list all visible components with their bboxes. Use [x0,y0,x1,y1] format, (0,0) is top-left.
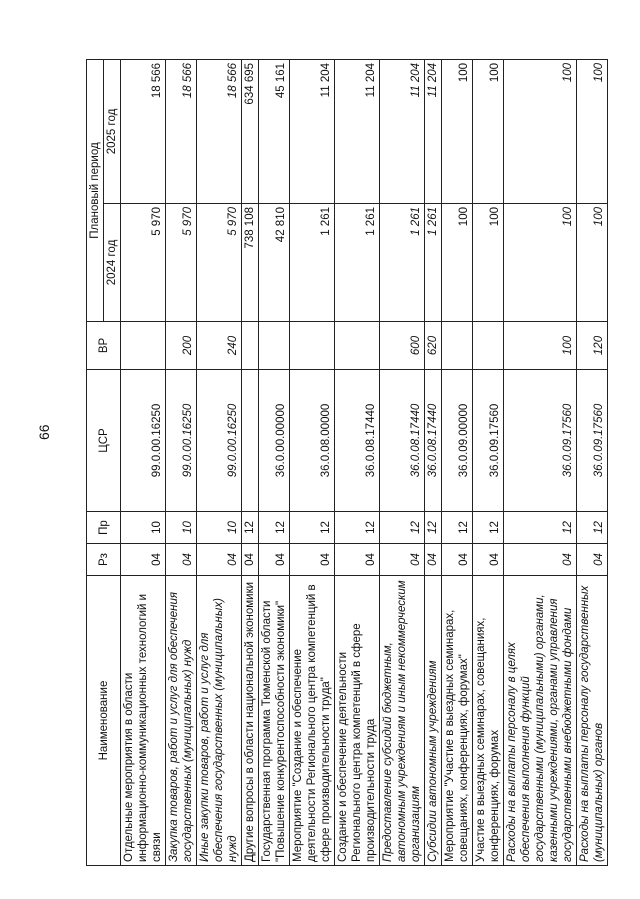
cell-rz: 04 [166,544,197,576]
cell-name: Другие вопросы в области национальной экономики [242,576,259,866]
cell-rz: 04 [504,544,577,576]
cell-2024: 1 261 [290,204,335,322]
cell-csr: 36.0.09.17560 [473,370,504,512]
cell-csr: 36.0.09.00000 [442,370,473,512]
cell-name: Иные закупки товаров, работ и услуг для обеспечения государственных (муниципальных) нужд [197,576,242,866]
table-row [166,59,197,865]
cell-pr: 12 [380,512,425,544]
page-number: 66 [36,424,52,440]
rotated-budget-table-container [86,60,605,866]
cell-vr [442,322,473,370]
cell-rz: 04 [442,544,473,576]
cell-pr: 12 [473,512,504,544]
cell-2024: 738 108 [242,204,259,322]
header-name: Наименование [87,576,121,866]
cell-2024: 100 [504,204,577,322]
cell-rz: 04 [259,544,290,576]
cell-csr: 99.0.00.16250 [166,370,197,512]
cell-name: Закупка товаров, работ и услуг для обеспечения государственных (муниципальных) нужд [166,576,197,866]
cell-vr [259,322,290,370]
header-year-2024: 2024 год [104,204,121,322]
cell-name: Субсидии автономным учреждениям [425,576,442,866]
cell-rz: 04 [290,544,335,576]
cell-2024: 100 [442,204,473,322]
cell-rz: 04 [242,544,259,576]
cell-rz: 04 [473,544,504,576]
cell-2025: 18 566 [121,59,166,203]
cell-vr: 100 [504,322,577,370]
header-csr: ЦСР [87,370,121,512]
cell-name: Мероприятие "Создание и обеспечение деятельности Регионального центра компетенций в сфере производительности труда" [290,576,335,866]
cell-rz: 04 [335,544,380,576]
cell-2024: 1 261 [380,204,425,322]
cell-csr: 36.0.08.00000 [290,370,335,512]
cell-pr: 12 [425,512,442,544]
table-row [577,59,608,865]
cell-vr [290,322,335,370]
table-row [259,59,290,865]
cell-rz: 04 [197,544,242,576]
cell-2025: 100 [504,59,577,203]
table-row [290,59,335,865]
cell-name: Государственная программа Тюменской области "Повышение конкурентоспособности экономики" [259,576,290,866]
cell-2025: 634 695 [242,59,259,203]
cell-rz: 04 [577,544,608,576]
table-row [335,59,380,865]
cell-pr: 12 [290,512,335,544]
cell-2024: 1 261 [425,204,442,322]
cell-pr: 12 [259,512,290,544]
cell-csr: 36.0.08.17440 [380,370,425,512]
cell-name: Отдельные мероприятия в области информационно-коммуникационных технологий и связи [121,576,166,866]
cell-pr: 12 [577,512,608,544]
cell-2024: 42 810 [259,204,290,322]
table-row [473,59,504,865]
table-row [242,59,259,865]
cell-2025: 45 161 [259,59,290,203]
table-row [425,59,442,865]
cell-csr: 36.0.08.17440 [335,370,380,512]
cell-2025: 11 204 [380,59,425,203]
table-row [442,59,473,865]
cell-2024: 100 [473,204,504,322]
cell-2024: 100 [577,204,608,322]
cell-2024: 1 261 [335,204,380,322]
cell-csr: 36.0.00.00000 [259,370,290,512]
cell-2025: 18 566 [197,59,242,203]
cell-pr: 12 [504,512,577,544]
cell-2025: 100 [442,59,473,203]
header-rz: Рз [87,544,121,576]
cell-vr: 240 [197,322,242,370]
header-vr: ВР [87,322,121,370]
cell-name: Расходы на выплаты персоналу в целях обеспечения выполнения функций государственными (муниципальными) органами, казенными учреждениями, органами управления государственными внебюджетными фондами [504,576,577,866]
cell-rz: 04 [425,544,442,576]
cell-csr: 36.0.09.17560 [504,370,577,512]
cell-2025: 18 566 [166,59,197,203]
cell-name: Участие в выездных семинарах, совещаниях, конференциях, форумах [473,576,504,866]
table-body [121,59,608,865]
cell-vr: 600 [380,322,425,370]
cell-vr: 200 [166,322,197,370]
cell-2025: 11 204 [290,59,335,203]
cell-2024: 5 970 [121,204,166,322]
cell-name: Мероприятие "Участие в выездных семинарах, совещаниях, конференциях, форумах" [442,576,473,866]
header-year-2025: 2025 год [104,59,121,203]
cell-name: Предоставление субсидий бюджетным, автономным учреждениям и иным некоммерческим организациям [380,576,425,866]
cell-2024: 5 970 [197,204,242,322]
table-row [380,59,425,865]
budget-table [86,59,608,866]
cell-pr: 12 [442,512,473,544]
cell-name: Создание и обеспечение деятельности Регионального центра компетенций в сфере производительности труда [335,576,380,866]
header-pr: Пр [87,512,121,544]
cell-pr: 10 [166,512,197,544]
cell-2025: 11 204 [335,59,380,203]
cell-csr: 36.0.09.17560 [577,370,608,512]
cell-csr [242,370,259,512]
cell-vr [242,322,259,370]
cell-pr: 10 [197,512,242,544]
cell-name: Расходы на выплаты персоналу государственных (муниципальных) органов [577,576,608,866]
cell-pr: 12 [242,512,259,544]
cell-pr: 12 [335,512,380,544]
cell-rz: 04 [380,544,425,576]
table-row [197,59,242,865]
cell-vr [335,322,380,370]
cell-vr [121,322,166,370]
cell-vr [473,322,504,370]
cell-2024: 5 970 [166,204,197,322]
table-row [121,59,166,865]
table-row [504,59,577,865]
cell-csr: 99.0.00.16250 [121,370,166,512]
cell-vr: 620 [425,322,442,370]
cell-2025: 100 [473,59,504,203]
header-plan-period: Плановый период [87,59,104,321]
cell-2025: 100 [577,59,608,203]
cell-vr: 120 [577,322,608,370]
cell-2025: 11 204 [425,59,442,203]
cell-rz: 04 [121,544,166,576]
cell-csr: 99.0.00.16250 [197,370,242,512]
cell-pr: 10 [121,512,166,544]
cell-csr: 36.0.08.17440 [425,370,442,512]
